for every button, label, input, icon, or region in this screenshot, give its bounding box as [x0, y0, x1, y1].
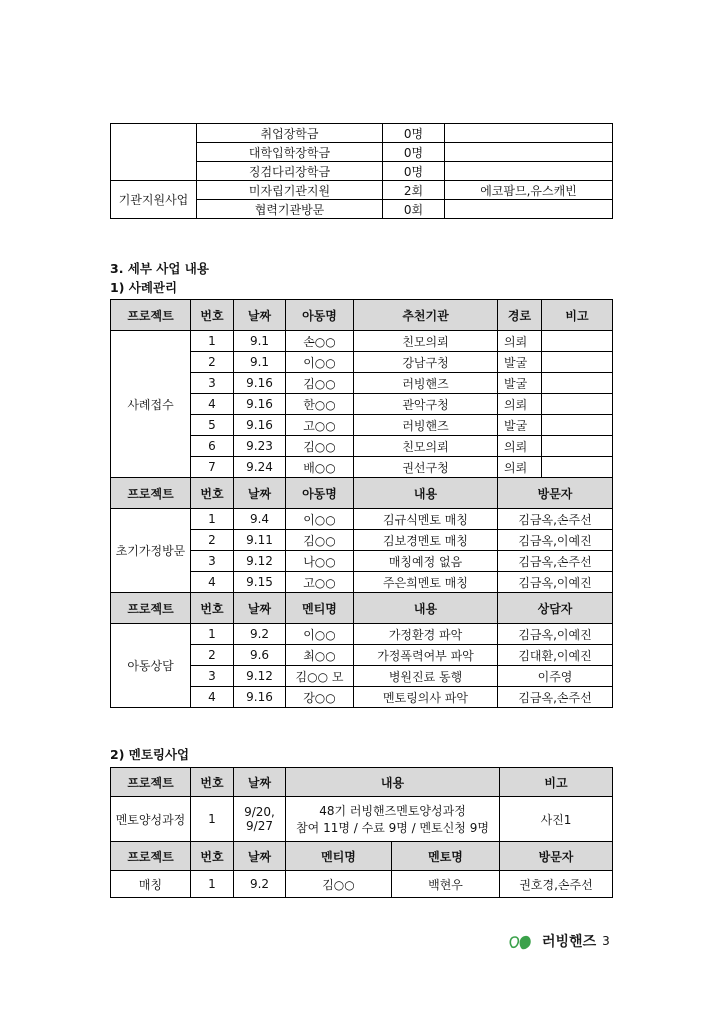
- child-name: 고○○: [286, 415, 354, 436]
- referral-agency: 친모의뢰: [354, 436, 498, 457]
- header-row: [111, 768, 613, 797]
- route: 발굴: [498, 415, 542, 436]
- subsection-mentoring: 2) 멘토링사업: [110, 747, 190, 762]
- row-number: 4: [191, 572, 234, 593]
- item-note: [445, 124, 613, 143]
- table-row: [111, 871, 613, 898]
- group-label: 기관지원사업: [111, 181, 197, 219]
- row-number: 1: [191, 624, 234, 645]
- hands-logo-icon: [508, 931, 538, 951]
- route: 의뢰: [498, 394, 542, 415]
- child-name: 손○○: [286, 331, 354, 352]
- column-header: 비고: [500, 768, 613, 797]
- column-header: 날짜: [234, 842, 286, 871]
- column-header: 아동명: [286, 478, 354, 509]
- table-row: [111, 181, 613, 200]
- group-cell-blank: [111, 124, 197, 181]
- row-number: 1: [191, 509, 234, 530]
- column-header: 프로젝트: [111, 768, 191, 797]
- column-header: 멘티명: [286, 593, 354, 624]
- row-number: 3: [191, 666, 234, 687]
- visitor: 권호경,손주선: [500, 871, 613, 898]
- row-date: 9.4: [234, 509, 286, 530]
- column-header: 날짜: [234, 593, 286, 624]
- column-header: 프로젝트: [111, 593, 191, 624]
- column-header: 번호: [191, 593, 234, 624]
- table-row: [111, 124, 613, 143]
- column-header: 프로젝트: [111, 842, 191, 871]
- item-note: [445, 143, 613, 162]
- row-date: 9.16: [234, 415, 286, 436]
- row-number: 3: [191, 551, 234, 572]
- item-count: 0명: [383, 162, 445, 181]
- column-header: 멘티명: [286, 842, 392, 871]
- row-number: 6: [191, 436, 234, 457]
- mentee-name: 김○○ 모: [286, 666, 354, 687]
- column-header: 프로젝트: [111, 478, 191, 509]
- row-date: 9.16: [234, 687, 286, 708]
- counsel-content: 가정환경 파악: [354, 624, 498, 645]
- item-note: 에코팜므,유스캐빈: [445, 181, 613, 200]
- visit-content: 김규식멘토 매칭: [354, 509, 498, 530]
- column-header: 날짜: [234, 478, 286, 509]
- child-name: 이○○: [286, 509, 354, 530]
- table-row: [111, 797, 613, 842]
- column-header: 상담자: [498, 593, 613, 624]
- table-row: [111, 624, 613, 645]
- child-name: 고○○: [286, 572, 354, 593]
- header-row: [111, 593, 613, 624]
- mentee-name: 강○○: [286, 687, 354, 708]
- row-number: 3: [191, 373, 234, 394]
- row-date: 9.1: [234, 331, 286, 352]
- mentee-name: 김○○: [286, 871, 392, 898]
- visitor: 김금옥,손주선: [498, 509, 613, 530]
- row-date: 9.16: [234, 394, 286, 415]
- case-management-table: [110, 299, 613, 708]
- row-date: 9.2: [234, 871, 286, 898]
- counselor: 김금옥,이예진: [498, 624, 613, 645]
- item-note: [445, 200, 613, 219]
- referral-agency: 러빙핸즈: [354, 373, 498, 394]
- mentee-name: 최○○: [286, 645, 354, 666]
- remark: [542, 415, 613, 436]
- column-header: 번호: [191, 768, 234, 797]
- group-label: 초기가정방문: [111, 509, 191, 593]
- column-header: 추천기관: [354, 300, 498, 331]
- column-header: 프로젝트: [111, 300, 191, 331]
- visitor: 김금옥,이예진: [498, 530, 613, 551]
- counsel-content: 가정폭력여부 파악: [354, 645, 498, 666]
- row-date: 9.12: [234, 666, 286, 687]
- row-number: 4: [191, 394, 234, 415]
- brand-name: 러빙핸즈: [542, 934, 597, 950]
- row-date: 9.16: [234, 373, 286, 394]
- mentor-name: 백현우: [392, 871, 500, 898]
- project-name: 매칭: [111, 871, 191, 898]
- row-number: 7: [191, 457, 234, 478]
- support-program-table: [110, 123, 613, 219]
- referral-agency: 관악구청: [354, 394, 498, 415]
- remark: [542, 373, 613, 394]
- column-header: 날짜: [234, 300, 286, 331]
- item-count: 0회: [383, 200, 445, 219]
- route: 의뢰: [498, 331, 542, 352]
- header-row: [111, 300, 613, 331]
- item-count: 0명: [383, 124, 445, 143]
- row-date: 9.6: [234, 645, 286, 666]
- counselor: 이주영: [498, 666, 613, 687]
- child-name: 김○○: [286, 373, 354, 394]
- counselor: 김금옥,손주선: [498, 687, 613, 708]
- item-name: 협력기관방문: [197, 200, 383, 219]
- row-number: 1: [191, 871, 234, 898]
- child-name: 이○○: [286, 352, 354, 373]
- remark: 사진1: [500, 797, 613, 842]
- item-name: 징검다리장학금: [197, 162, 383, 181]
- header-row: [111, 478, 613, 509]
- column-header: 번호: [191, 300, 234, 331]
- column-header: 내용: [354, 593, 498, 624]
- column-header: 번호: [191, 842, 234, 871]
- child-name: 나○○: [286, 551, 354, 572]
- row-number: 2: [191, 645, 234, 666]
- row-number: 1: [191, 797, 234, 842]
- mentee-name: 이○○: [286, 624, 354, 645]
- table-row: [111, 331, 613, 352]
- page-number: 3: [602, 934, 610, 948]
- visit-content: 주은희멘토 매칭: [354, 572, 498, 593]
- referral-agency: 권선구청: [354, 457, 498, 478]
- referral-agency: 강남구청: [354, 352, 498, 373]
- row-number: 2: [191, 352, 234, 373]
- section-title: 3. 세부 사업 내용: [110, 261, 209, 276]
- row-number: 5: [191, 415, 234, 436]
- remark: [542, 394, 613, 415]
- route: 발굴: [498, 352, 542, 373]
- page-footer: [508, 930, 610, 952]
- column-header: 방문자: [498, 478, 613, 509]
- column-header: 경로: [498, 300, 542, 331]
- referral-agency: 러빙핸즈: [354, 415, 498, 436]
- row-number: 1: [191, 331, 234, 352]
- route: 의뢰: [498, 436, 542, 457]
- column-header: 내용: [354, 478, 498, 509]
- visit-content: 매칭예정 없음: [354, 551, 498, 572]
- row-number: 4: [191, 687, 234, 708]
- content-line: 48기 러빙핸즈멘토양성과정: [319, 804, 466, 818]
- item-name: 취업장학금: [197, 124, 383, 143]
- row-number: 2: [191, 530, 234, 551]
- content-line: 참여 11명 / 수료 9명 / 멘토신청 9명: [296, 821, 489, 835]
- column-header: 멘토명: [392, 842, 500, 871]
- row-date: 9.23: [234, 436, 286, 457]
- counsel-content: 병원진료 동행: [354, 666, 498, 687]
- row-date: 9/20, 9/27: [234, 797, 286, 842]
- remark: [542, 457, 613, 478]
- row-date: 9.15: [234, 572, 286, 593]
- item-name: 대학입학장학금: [197, 143, 383, 162]
- remark: [542, 331, 613, 352]
- program-content: [286, 797, 500, 842]
- row-date: 9.12: [234, 551, 286, 572]
- header-row: [111, 842, 613, 871]
- mentoring-table: [110, 767, 613, 898]
- child-name: 김○○: [286, 436, 354, 457]
- group-label: 사례접수: [111, 331, 191, 478]
- item-note: [445, 162, 613, 181]
- group-label: 아동상담: [111, 624, 191, 708]
- route: 발굴: [498, 373, 542, 394]
- child-name: 김○○: [286, 530, 354, 551]
- subsection-case-management: 1) 사례관리: [110, 280, 178, 295]
- counsel-content: 멘토링의사 파악: [354, 687, 498, 708]
- item-count: 0명: [383, 143, 445, 162]
- item-count: 2회: [383, 181, 445, 200]
- remark: [542, 436, 613, 457]
- referral-agency: 친모의뢰: [354, 331, 498, 352]
- column-header: 번호: [191, 478, 234, 509]
- child-name: 한○○: [286, 394, 354, 415]
- row-date: 9.2: [234, 624, 286, 645]
- child-name: 배○○: [286, 457, 354, 478]
- column-header: 비고: [542, 300, 613, 331]
- row-date: 9.24: [234, 457, 286, 478]
- table-row: [111, 509, 613, 530]
- column-header: 방문자: [500, 842, 613, 871]
- column-header: 날짜: [234, 768, 286, 797]
- visit-content: 김보경멘토 매칭: [354, 530, 498, 551]
- row-date: 9.11: [234, 530, 286, 551]
- column-header: 내용: [286, 768, 500, 797]
- project-name: 멘토양성과정: [111, 797, 191, 842]
- remark: [542, 352, 613, 373]
- visitor: 김금옥,손주선: [498, 551, 613, 572]
- route: 의뢰: [498, 457, 542, 478]
- counselor: 김대환,이예진: [498, 645, 613, 666]
- row-date: 9.1: [234, 352, 286, 373]
- item-name: 미자립기관지원: [197, 181, 383, 200]
- column-header: 아동명: [286, 300, 354, 331]
- visitor: 김금옥,이예진: [498, 572, 613, 593]
